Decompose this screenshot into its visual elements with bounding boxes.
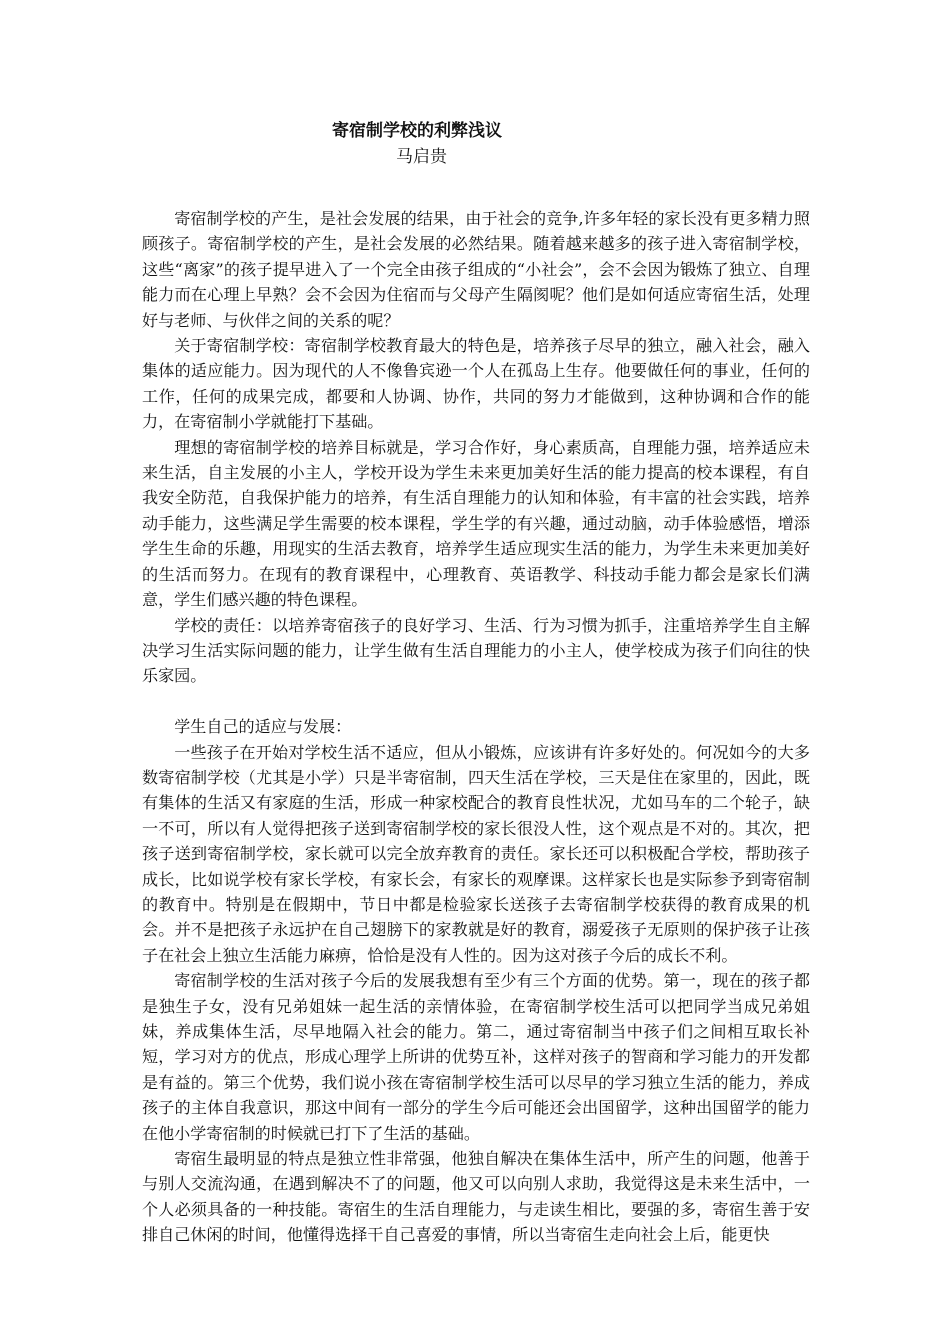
document-title: 寄宿制学校的利弊浅议 <box>332 121 502 141</box>
paragraph-about-boarding-school: 关于寄宿制学校：寄宿制学校教育最大的特色是，培养孩子尽早的独立，融入社会，融入集体的适应能力。因为现代的人不像鲁宾逊一个人在孤岛上生存。他要做任何的事业，任何的工作，任何的成果完成，都要和人协调、协作，共同的努力才能做到，这种协调和合作的能力，在寄宿制小学就能打下基础。 <box>142 336 810 432</box>
document-author: 马启贵 <box>396 147 447 167</box>
document-page <box>142 118 810 1248</box>
paragraph-training-goals: 理想的寄宿制学校的培养目标就是，学习合作好，身心素质高，自理能力强，培养适应未来生活，自主发展的小主人，学校开设为学生未来更加美好生活的能力提高的校本课程，有自我安全防范，自我保护能力的培养，有生活自理能力的认知和体验，有丰富的社会实践，培养动手能力，这些满足学生需要的校本课程，学生学的有兴趣，通过动脑，动手体验感悟，增添学生生命的乐趣，用现实的生活去教育，培养学生适应现实生活的能力，为学生未来更加美好的生活而努力。在现有的教育课程中，心理教育、英语教学、科技动手能力都会是家长们满意，学生们感兴趣的特色课程。 <box>142 437 810 610</box>
section-heading-student-adaptation: 学生自己的适应与发展： <box>174 717 352 737</box>
paragraph-adaptation: 一些孩子在开始对学校生活不适应，但从小锻炼，应该讲有许多好处的。何况如今的大多数寄宿制学校（尤其是小学）只是半寄宿制，四天生活在学校，三天是住在家里的，因此，既有集体的生活又有家庭的生活，形成一种家校配合的教育良性状况，尤如马车的二个轮子，缺一不可，所以有人觉得把孩子送到寄宿制学校的家长很没人性，这个观点是不对的。其次，把孩子送到寄宿制学校，家长就可以完全放弃教育的责任。家长还可以积极配合学校，帮助孩子成长，比如说学校有家长学校，有家长会，有家长的观摩课。这样家长也是实际参予到寄宿制的教育中。特别是在假期中，节日中都是检验家长送孩子去寄宿制学校获得的教育成果的机会。并不是把孩子永远护在自己翅膀下的家教就是好的教育，溺爱孩子无原则的保护孩子让孩子在社会上独立生活能力麻痹，恰恰是没有人性的。因为这对孩子今后的成长不利。 <box>142 742 810 965</box>
paragraph-three-advantages: 寄宿制学校的生活对孩子今后的发展我想有至少有三个方面的优势。第一，现在的孩子都是独生子女，没有兄弟姐妹一起生活的亲情体验，在寄宿制学校生活可以把同学当成兄弟姐妹，养成集体生活，尽早地隔入社会的能力。第二，通过寄宿制当中孩子们之间相互取长补短，学习对方的优点，形成心理学上所讲的优势互补，这样对孩子的智商和学习能力的开发都是有益的。第三个优势，我们说小孩在寄宿制学校生活可以尽早的学习独立生活的能力，养成孩子的主体自我意识，那这中间有一部分的学生今后可能还会出国留学，这种出国留学的能力在他小学寄宿制的时候就已打下了生活的基础。 <box>142 971 810 1143</box>
paragraph-school-responsibility: 学校的责任：以培养寄宿孩子的良好学习、生活、行为习惯为抓手，注重培养学生自主解决学习生活实际问题的能力，让学生做有生活自理能力的小主人，使学校成为孩子们向往的快乐家园。 <box>142 615 810 686</box>
paragraph-intro: 寄宿制学校的产生，是社会发展的结果，由于社会的竞争,许多年轻的家长没有更多精力照顾孩子。寄宿制学校的产生，是社会发展的必然结果。随着越来越多的孩子进入寄宿制学校，这些“离家”的孩子提早进入了一个完全由孩子组成的“小社会”，会不会因为锻炼了独立、自理能力而在心理上早熟？会不会因为住宿而与父母产生隔阂呢？他们是如何适应寄宿生活，处理好与老师、与伙伴之间的关系的呢？ <box>142 209 810 330</box>
paragraph-spacer <box>142 689 810 714</box>
paragraph-independence: 寄宿生最明显的特点是独立性非常强，他独自解决在集体生活中，所产生的问题，他善于与别人交流沟通，在遇到解决不了的问题，他又可以向别人求助，我觉得这是未来生活中，一个人必须具备的一种技能。寄宿生的生活自理能力，与走读生相比，要强的多，寄宿生善于安排自己休闲的时间，他懂得选择干自己喜爱的事情，所以当寄宿生走向社会上后，能更快 <box>142 1149 810 1245</box>
